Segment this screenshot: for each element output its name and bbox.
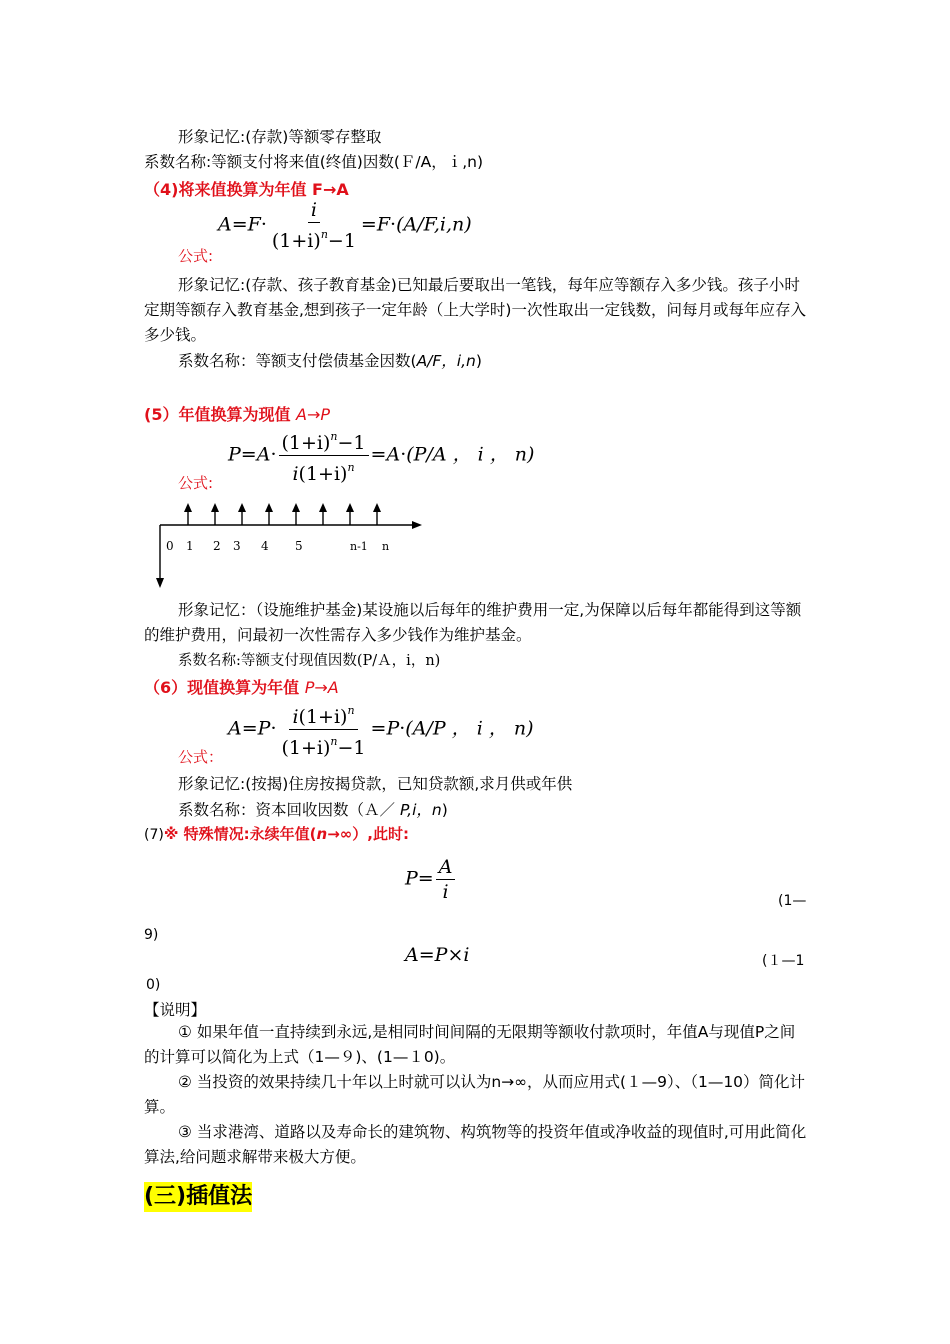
formula-label-2: 公式: [178, 474, 214, 492]
timeline-label-0: 0 [166, 539, 174, 553]
timeline-label-2: 2 [213, 539, 221, 553]
memory-line-6: 形象记忆:(按揭)住房按揭贷款，已知贷款额,求月供或年供 [178, 775, 573, 793]
timeline-label-5: 5 [295, 539, 303, 553]
timeline-arrowhead [412, 521, 422, 529]
equation-number-9a: (1— [778, 893, 807, 909]
formula-10: A=P×i [405, 944, 470, 966]
timeline-label-n-1: n-1 [350, 540, 368, 553]
memory-paragraph-4: 形象记忆:(存款、孩子教育基金)已知最后要取出一笔钱，每年应等额存入多少钱。孩子小时定期等额存入教育基金,想到孩子一定年龄（上大学时)一次性取出一定钱数，问每月或每年应存入多少钱。 [144, 276, 806, 344]
note-3: ③ 当求港湾、道路以及寿命长的建筑物、构筑物等的投资年值或净收益的现值时,可用此简化算法,给问题求解带来极大方便。 [144, 1123, 807, 1166]
timeline-label-1: 1 [186, 539, 194, 553]
annuity-arrowheads [184, 503, 381, 512]
formula-label-3: 公式： [178, 748, 224, 766]
coefficient-line-6: 系数名称：资本回收因数（Ａ／ P,i，n) [178, 801, 448, 819]
annuity-arrows [188, 510, 377, 525]
cash-flow-diagram [140, 498, 440, 593]
heading-6: （6）现值换算为年值 P→A [144, 678, 339, 697]
formula-9: P= $\frac{A}{i}$ [405, 855, 457, 904]
heading-5: (5）年值换算为现值 A→P [144, 405, 331, 424]
equation-number-10a: (１—1 [762, 953, 805, 969]
coefficient-line-3: 系数名称:等额支付将来值(终值)因数(Ｆ/A，ｉ,n) [144, 153, 483, 171]
initial-outflow-arrowhead [156, 578, 164, 588]
coefficient-line-4: 系数名称：等额支付偿债基金因数(A/F，i,n) [178, 352, 482, 370]
heading-4: （4)将来值换算为年值 F→A [144, 180, 349, 199]
notes-heading: 【说明】 [144, 1001, 207, 1019]
equation-number-9b: 9) [144, 927, 159, 943]
formula-5: P=A· $\frac{(1+i)^n-1}{i(1+i)^n}$ =A·(P/A ， i ， n) [228, 425, 534, 486]
memory-line-3: 形象记忆:(存款)等额零存整取 [178, 128, 382, 146]
equation-number-10b: 0) [146, 977, 161, 993]
note-2: ② 当投资的效果持续几十年以上时就可以认为n→∞，从而应用式(１—9）、（1—10）简化计算。 [144, 1073, 806, 1116]
note-1: ① 如果年值一直持续到永远,是相同时间间隔的无限期等额收付款项时，年值A与现值P之间的计算可以简化为上式（1—９)、(1—１0)。 [144, 1023, 796, 1066]
timeline-label-3: 3 [233, 539, 241, 553]
memory-paragraph-5: 形象记忆：（设施维护基金)某设施以后每年的维护费用一定,为保障以后每年都能得到这等额的维护费用，问最初一次性需存入多少钱作为维护基金。 [144, 601, 802, 644]
timeline-label-4: 4 [261, 539, 269, 553]
coefficient-line-5: 系数名称:等额支付现值因数(P/Ａ，i，n) [178, 653, 441, 669]
section-heading-interpolation: (三)插值法 [144, 1182, 252, 1212]
formula-label-1: 公式: [178, 247, 214, 265]
formula-4: A=F· $\frac{i}{(1+i)^n-1}$ =F·(A/F,i,n) [218, 199, 472, 252]
heading-7: (7)※ 特殊情况:永续年值(n→∞）,此时: [144, 825, 409, 843]
formula-6: A=P· $\frac{i(1+i)^n}{(1+i)^n-1}$ =P·(A/P ， i ， n) [228, 699, 534, 760]
timeline-label-n: n [382, 540, 390, 553]
